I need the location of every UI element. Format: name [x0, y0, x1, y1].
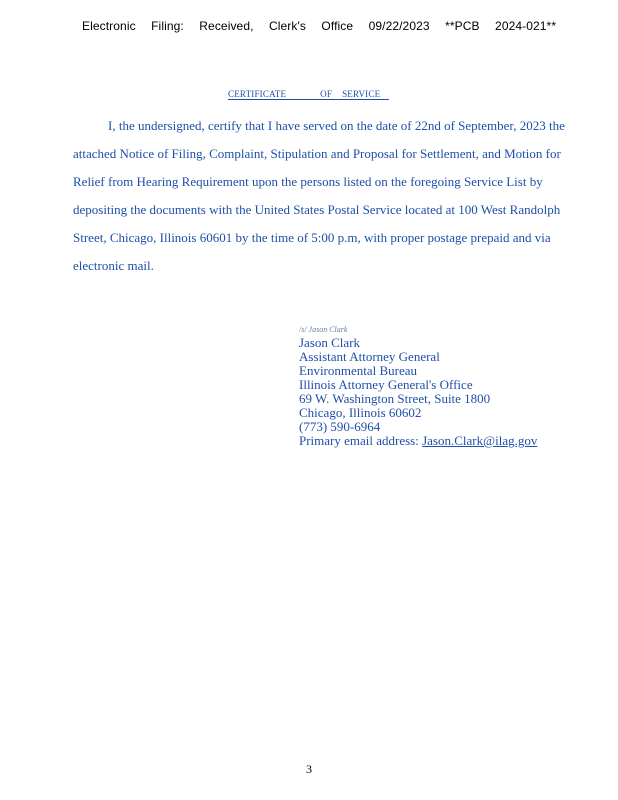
certificate-title-word: SERVICE — [342, 89, 381, 99]
header-part: Electronic — [82, 19, 136, 33]
body-line: depositing the documents with the United States Postal Service located at 100 West Randolph — [73, 202, 561, 217]
header-part: Clerk's — [268, 19, 306, 33]
signer-title: Assistant Attorney General — [299, 349, 440, 364]
header-case-number: 2024-021** — [495, 19, 557, 33]
certificate-title-word: OF — [320, 89, 333, 99]
signature-block — [299, 336, 537, 448]
body-line: Street, Chicago, Illinois 60601 by the time of 5:00 p.m, with proper postage prepaid and via — [73, 230, 551, 245]
email-link[interactable]: Jason.Clark@ilag.gov — [422, 433, 538, 448]
signer-name: Jason Clark — [299, 335, 361, 350]
header-case-prefix: **PCB — [445, 19, 480, 33]
certificate-title-word: CERTIFICATE — [228, 89, 287, 99]
body-line: I, the undersigned, certify that I have served on the date of 22nd of September, 2023 the — [108, 118, 565, 133]
certificate-title — [228, 89, 389, 100]
body-line: attached Notice of Filing, Complaint, Stipulation and Proposal for Settlement, and Motion for — [73, 146, 561, 161]
body-line: Relief from Hearing Requirement upon the persons listed on the foregoing Service List by — [73, 174, 543, 189]
page-number: 3 — [306, 762, 312, 776]
signer-email-row — [299, 434, 537, 448]
certificate-body — [73, 112, 565, 280]
email-label: Primary email address: — [299, 433, 423, 448]
signer-bureau: Environmental Bureau — [299, 363, 418, 378]
header-part: Office — [321, 19, 354, 33]
signer-office: Illinois Attorney General's Office — [299, 377, 473, 392]
signer-phone: (773) 590-6964 — [299, 419, 381, 434]
body-line: electronic mail. — [73, 258, 154, 273]
electronic-signature: /s/ Jason Clark — [299, 325, 348, 334]
header-part: Filing: — [151, 19, 184, 33]
signer-city: Chicago, Illinois 60602 — [299, 405, 422, 420]
electronic-filing-header — [82, 19, 568, 33]
header-date: 09/22/2023 — [368, 19, 430, 33]
header-part: Received, — [199, 19, 254, 33]
signer-street: 69 W. Washington Street, Suite 1800 — [299, 391, 491, 406]
